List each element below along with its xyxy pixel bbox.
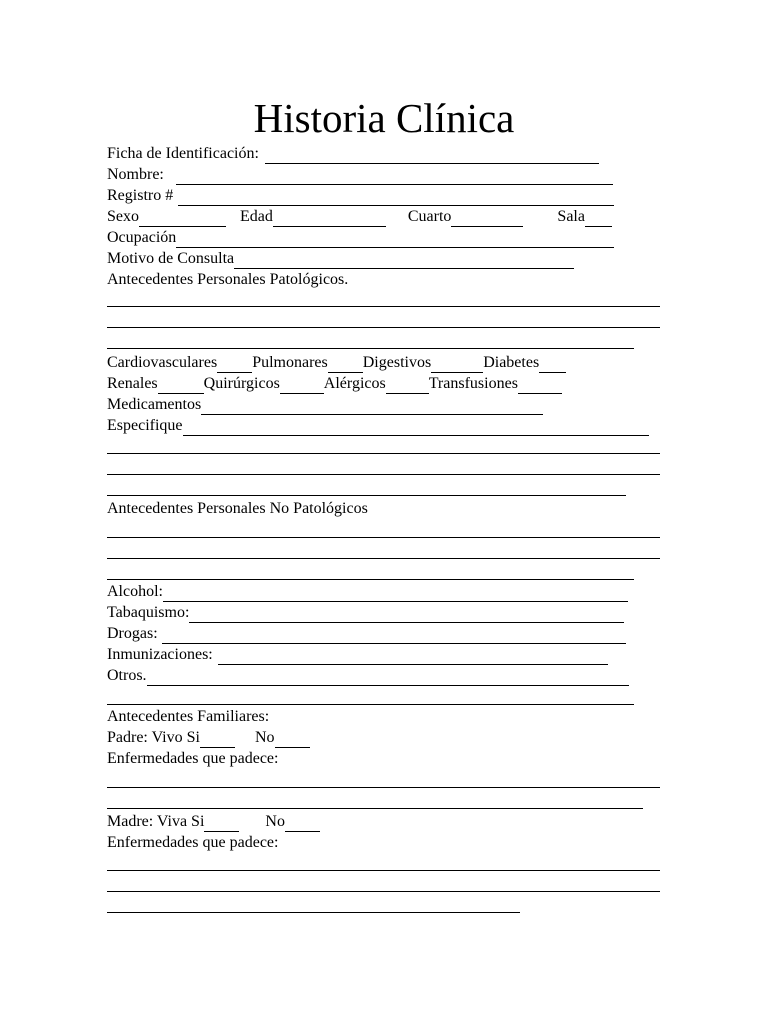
edad-label: Edad	[240, 208, 273, 225]
motivo-field[interactable]	[234, 252, 574, 269]
ficha-identificacion-label: Ficha de Identificación:	[107, 145, 259, 162]
patologicos-line-2[interactable]	[107, 327, 660, 328]
registro-field[interactable]	[178, 189, 614, 206]
ocupacion-field[interactable]	[176, 231, 614, 248]
medicamentos-row	[107, 394, 543, 415]
patologicos-heading-row	[107, 269, 348, 290]
madre-line-1[interactable]	[107, 870, 660, 871]
otros-line-1[interactable]	[107, 704, 634, 705]
inmunizaciones-field[interactable]	[218, 648, 608, 665]
ocupacion-row	[107, 227, 614, 248]
alergicos-field[interactable]	[386, 377, 429, 394]
ficha-identificacion-row	[107, 143, 599, 164]
especifique-row	[107, 415, 649, 436]
cardio-row	[107, 352, 566, 373]
cardiovasculares-label: Cardiovasculares	[107, 354, 218, 371]
renales-row	[107, 373, 562, 394]
medicamentos-label: Medicamentos	[107, 396, 202, 413]
padre-label: Padre: Vivo Si	[107, 729, 200, 746]
quirurgicos-field[interactable]	[280, 377, 324, 394]
cuarto-field[interactable]	[451, 210, 523, 227]
diabetes-label: Diabetes	[483, 354, 540, 371]
patologicos-line-1[interactable]	[107, 306, 660, 307]
madre-si-field[interactable]	[204, 815, 239, 832]
especifique-line-3[interactable]	[107, 495, 626, 496]
tabaquismo-label: Tabaquismo:	[107, 604, 190, 621]
sexo-label: Sexo	[107, 208, 139, 225]
registro-row	[107, 185, 614, 206]
alergicos-label: Alérgicos	[323, 375, 386, 392]
especifique-label: Especifique	[107, 417, 183, 434]
nombre-row	[107, 164, 613, 185]
especifique-line-2[interactable]	[107, 474, 660, 475]
padre-row	[107, 727, 310, 748]
sexo-edad-row	[107, 206, 612, 227]
padre-no-field[interactable]	[275, 731, 310, 748]
padre-line-1[interactable]	[107, 787, 660, 788]
enfermedades-padre-row	[107, 748, 278, 769]
drogas-field[interactable]	[162, 627, 626, 644]
sala-field[interactable]	[585, 210, 612, 227]
quirurgicos-label: Quirúrgicos	[203, 375, 280, 392]
madre-no-label: No	[265, 813, 285, 830]
edad-field[interactable]	[273, 210, 386, 227]
diabetes-field[interactable]	[539, 356, 566, 373]
alcohol-row	[107, 581, 628, 602]
pulmonares-field[interactable]	[328, 356, 363, 373]
no-patologicos-heading: Antecedentes Personales No Patológicos	[107, 500, 368, 517]
padre-no-label: No	[254, 729, 275, 746]
motivo-row	[107, 248, 574, 269]
renales-label: Renales	[107, 375, 158, 392]
sexo-field[interactable]	[139, 210, 226, 227]
familiares-heading-row	[107, 706, 269, 727]
enfermedades-madre-row	[107, 832, 278, 853]
inmunizaciones-row	[107, 644, 608, 665]
alcohol-field[interactable]	[163, 585, 628, 602]
familiares-heading: Antecedentes Familiares:	[107, 708, 270, 725]
madre-line-3[interactable]	[107, 912, 520, 913]
drogas-row	[107, 623, 626, 644]
no-patologicos-line-2[interactable]	[107, 558, 660, 559]
patologicos-heading: Antecedentes Personales Patológicos.	[107, 271, 349, 288]
renales-field[interactable]	[158, 377, 204, 394]
patologicos-line-3[interactable]	[107, 348, 634, 349]
digestivos-field[interactable]	[431, 356, 483, 373]
enfermedades-madre-label: Enfermedades que padece:	[107, 834, 279, 851]
nombre-field[interactable]	[176, 168, 613, 185]
ocupacion-label: Ocupación	[107, 229, 177, 246]
otros-row	[107, 665, 629, 686]
madre-row	[107, 811, 320, 832]
ficha-identificacion-field[interactable]	[265, 147, 599, 164]
no-patologicos-heading-row	[107, 498, 368, 519]
especifique-field[interactable]	[183, 419, 649, 436]
padre-line-2[interactable]	[107, 808, 643, 809]
inmunizaciones-label: Inmunizaciones:	[107, 646, 213, 663]
medicamentos-field[interactable]	[201, 398, 543, 415]
motivo-label: Motivo de Consulta	[107, 250, 235, 267]
no-patologicos-line-3[interactable]	[107, 579, 634, 580]
sala-label: Sala	[557, 208, 585, 225]
madre-line-2[interactable]	[107, 891, 660, 892]
cardiovasculares-field[interactable]	[217, 356, 252, 373]
madre-no-field[interactable]	[285, 815, 320, 832]
pulmonares-label: Pulmonares	[252, 354, 328, 371]
alcohol-label: Alcohol:	[107, 583, 163, 600]
tabaquismo-field[interactable]	[189, 606, 624, 623]
tabaquismo-row	[107, 602, 624, 623]
nombre-label: Nombre:	[107, 166, 164, 183]
enfermedades-padre-label: Enfermedades que padece:	[107, 750, 279, 767]
transfusiones-field[interactable]	[518, 377, 562, 394]
madre-label: Madre: Viva Si	[107, 813, 205, 830]
registro-label: Registro #	[107, 187, 174, 204]
digestivos-label: Digestivos	[362, 354, 432, 371]
cuarto-label: Cuarto	[407, 208, 452, 225]
page-title: Historia Clínica	[253, 95, 515, 141]
otros-field[interactable]	[147, 669, 629, 686]
transfusiones-label: Transfusiones	[428, 375, 518, 392]
no-patologicos-line-1[interactable]	[107, 537, 660, 538]
padre-si-field[interactable]	[200, 731, 235, 748]
especifique-line-1[interactable]	[107, 453, 660, 454]
drogas-label: Drogas:	[107, 625, 158, 642]
otros-label: Otros.	[107, 667, 147, 684]
